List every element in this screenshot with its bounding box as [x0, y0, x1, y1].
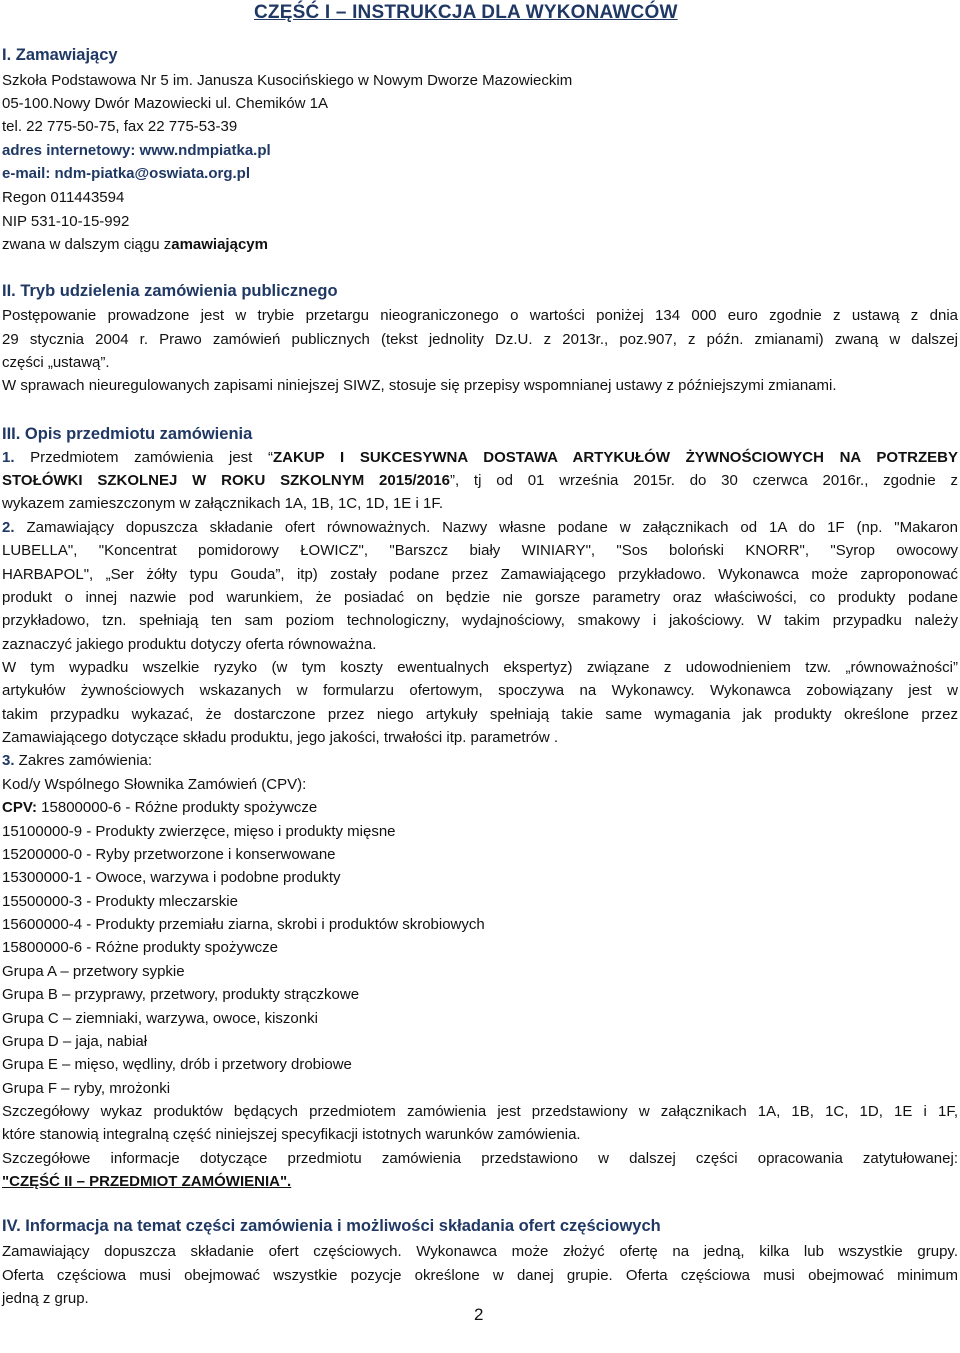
named-prefix: zwana w dalszym ciągu z — [2, 236, 172, 253]
section-2-line-1: Postępowanie prowadzone jest w trybie przetargu nieograniczonego o wartości poniżej 134 000 euro zgodnie z ustawą z dnia — [2, 307, 958, 324]
part-2-reference: "CZĘŚĆ II – PRZEDMIOT ZAMÓWIENIA". — [2, 1173, 292, 1190]
email-label: e-mail: — [2, 165, 55, 182]
cpv-code: 15200000-0 - Ryby przetworzone i konserwowane — [2, 846, 336, 863]
detail-line-3: Szczegółowe informacje dotyczące przedmiotu zamówienia przedstawiono w dalszej części opracowania zatytułowanej: — [2, 1150, 958, 1167]
risk-line-1: W tym wypadku wszelkie ryzyko (w tym koszty ewentualnych ekspertyz) związane z udowodnieniem tzw. „równoważności” — [2, 659, 958, 676]
group-item: Grupa A – przetwory sypkie — [2, 963, 185, 980]
risk-line-4: Zamawiającego dotyczące składu produktu, jego jakości, trwałości itp. parametrów . — [2, 729, 559, 746]
school-name: Szkoła Podstawowa Nr 5 im. Janusza Kusocińskiego w Nowym Dworze Mazowieckim — [2, 72, 573, 89]
item-2-line-3: HARBAPOL", „Ser żółty typu Gouda”, itp) zostały podane przez Zamawiającego przykładowo. Wykonawca może zaproponować — [2, 566, 958, 583]
school-phone: tel. 22 775-50-75, fax 22 775-53-39 — [2, 118, 238, 135]
group-item: Grupa D – jaja, nabiał — [2, 1033, 148, 1050]
detail-line-2: które stanowią integralną część niniejszej specyfikacji istotnych warunków zamówienia. — [2, 1126, 581, 1143]
page-title: CZĘŚĆ I – INSTRUKCJA DLA WYKONAWCÓW — [254, 2, 678, 23]
item-3-line — [2, 750, 152, 772]
section-2-line-2: 29 stycznia 2004 r. Prawo zamówień publicznych (tekst jednolity Dz.U. z 2013r., poz.907, z późn. zmianami) zwaną w dalszej — [2, 331, 958, 348]
email-line — [2, 163, 250, 185]
named-line — [2, 234, 268, 256]
email-link[interactable]: ndm-piatka@oswiata.org.pl — [54, 165, 250, 182]
item-1-line-2 — [2, 470, 958, 492]
nip: NIP 531-10-15-992 — [2, 213, 130, 230]
item-1-line-3: wykazem zamieszczonym w załącznikach 1A, 1B, 1C, 1D, 1E i 1F. — [2, 495, 443, 512]
cpv-heading: Kod/y Wspólnego Słownika Zamówień (CPV): — [2, 776, 307, 793]
item-2-text-1: Zamawiający dopuszcza składanie ofert równoważnych. Nazwy własne podane w załącznikach od 1A do 1F (np. "Makaron — [26, 519, 958, 536]
section-2-heading: II. Tryb udzielenia zamówienia publicznego — [2, 282, 338, 300]
section-4-heading: IV. Informacja na temat części zamówienia i możliwości składania ofert częściowych — [2, 1217, 661, 1235]
risk-line-3: takim przypadku wykazać, że dostarczone przez niego artykuły spełniają takie same wymagania jak produkty określone przez — [2, 706, 958, 723]
website-line — [2, 140, 271, 162]
item-1-text-b: ”, tj od 01 września 2015r. do 30 czerwca 2016r., zgodnie z — [449, 472, 959, 489]
detail-line-1: Szczegółowy wykaz produktów będących przedmiotem zamówienia jest przedstawiony w załącznikach 1A, 1B, 1C, 1D, 1E i 1F, — [2, 1103, 958, 1120]
group-item: Grupa E – mięso, wędliny, drób i przetwory drobiowe — [2, 1056, 352, 1073]
cpv-main-line — [2, 797, 317, 819]
section-4-line-1: Zamawiający dopuszcza składanie ofert częściowych. Wykonawca może złożyć ofertę na jedną, kilka lub wszystkie grupy. — [2, 1243, 958, 1260]
item-1-bold-a: ZAKUP I SUKCESYWNA DOSTAWA ARTYKUŁÓW ŻYWNOŚCIOWYCH NA POTRZEBY — [272, 449, 959, 466]
item-2-line-4: produkt o innej nazwie pod warunkiem, że posiadać on będzie nie gorsze parametry oraz właściwości, co produkty podane — [2, 589, 958, 606]
cpv-code: 15100000-9 - Produkty zwierzęce, mięso i produkty mięsne — [2, 823, 396, 840]
cpv-label: CPV: — [2, 799, 38, 816]
section-3-heading: III. Opis przedmiotu zamówienia — [2, 425, 253, 443]
risk-line-2: artykułów żywnościowych wskazanych w formularzu ofertowym, spoczywa na Wykonawcy. Wykonawca zobowiązany jest w — [2, 682, 958, 699]
group-item: Grupa C – ziemniaki, warzywa, owoce, kiszonki — [2, 1010, 318, 1027]
section-1-heading: I. Zamawiający — [2, 46, 118, 64]
section-2-line-3: części „ustawą”. — [2, 354, 110, 371]
section-4-line-3: jedną z grup. — [2, 1290, 89, 1307]
item-1-line-1 — [2, 447, 958, 469]
named-bold: amawiającym — [171, 236, 268, 253]
section-4-line-2: Oferta częściowa musi obejmować wszystkie pozycje określone w danej grupie. Oferta częściowa musi obejmować minimum — [2, 1267, 958, 1284]
regon: Regon 011443594 — [2, 189, 125, 206]
school-address: 05-100.Nowy Dwór Mazowiecki ul. Chemików 1A — [2, 95, 328, 112]
cpv-code: 15500000-3 - Produkty mleczarskie — [2, 893, 238, 910]
item-1-bold-b: STOŁÓWKI SZKOLNEJ W ROKU SZKOLNYM 2015/2016 — [2, 472, 450, 489]
website-label: adres internetowy: — [2, 142, 140, 159]
item-1-text-a: Przedmiotem zamówienia jest “ — [14, 449, 273, 466]
section-2-para-2: W sprawach nieuregulowanych zapisami niniejszej SIWZ, stosuje się przepisy wspomnianej ustawy z późniejszymi zmianami. — [2, 377, 837, 394]
item-2-line-1 — [2, 517, 958, 539]
cpv-code: 15800000-6 - Różne produkty spożywcze — [2, 939, 278, 956]
page-number: 2 — [474, 1305, 484, 1324]
item-2-line-2: LUBELLA", "Koncentrat pomidorowy ŁOWICZ", "Barszcz biały WINIARY", "Sos boloński KNORR", "Syrop owocowy — [2, 542, 958, 559]
cpv-main: 15800000-6 - Różne produkty spożywcze — [37, 799, 318, 816]
item-3-label: Zakres zamówienia: — [14, 752, 153, 769]
item-2-line-6: zaznaczyć jakiego produktu dotyczy oferta równoważna. — [2, 636, 377, 653]
item-1-number: 1. — [2, 449, 15, 466]
group-item: Grupa F – ryby, mrożonki — [2, 1080, 171, 1097]
item-2-number: 2. — [2, 519, 15, 536]
cpv-code: 15600000-4 - Produkty przemiału ziarna, skrobi i produktów skrobiowych — [2, 916, 485, 933]
group-item: Grupa B – przyprawy, przetwory, produkty strączkowe — [2, 986, 360, 1003]
cpv-code: 15300000-1 - Owoce, warzywa i podobne produkty — [2, 869, 341, 886]
item-3-number: 3. — [2, 752, 15, 769]
item-2-line-5: przykładowo, tzn. spełniają ten sam poziom technologiczny, wydajnościowy, smakowy i jakościowy. W takim przypadku należy — [2, 612, 958, 629]
website-link[interactable]: www.ndmpiatka.pl — [139, 142, 271, 159]
